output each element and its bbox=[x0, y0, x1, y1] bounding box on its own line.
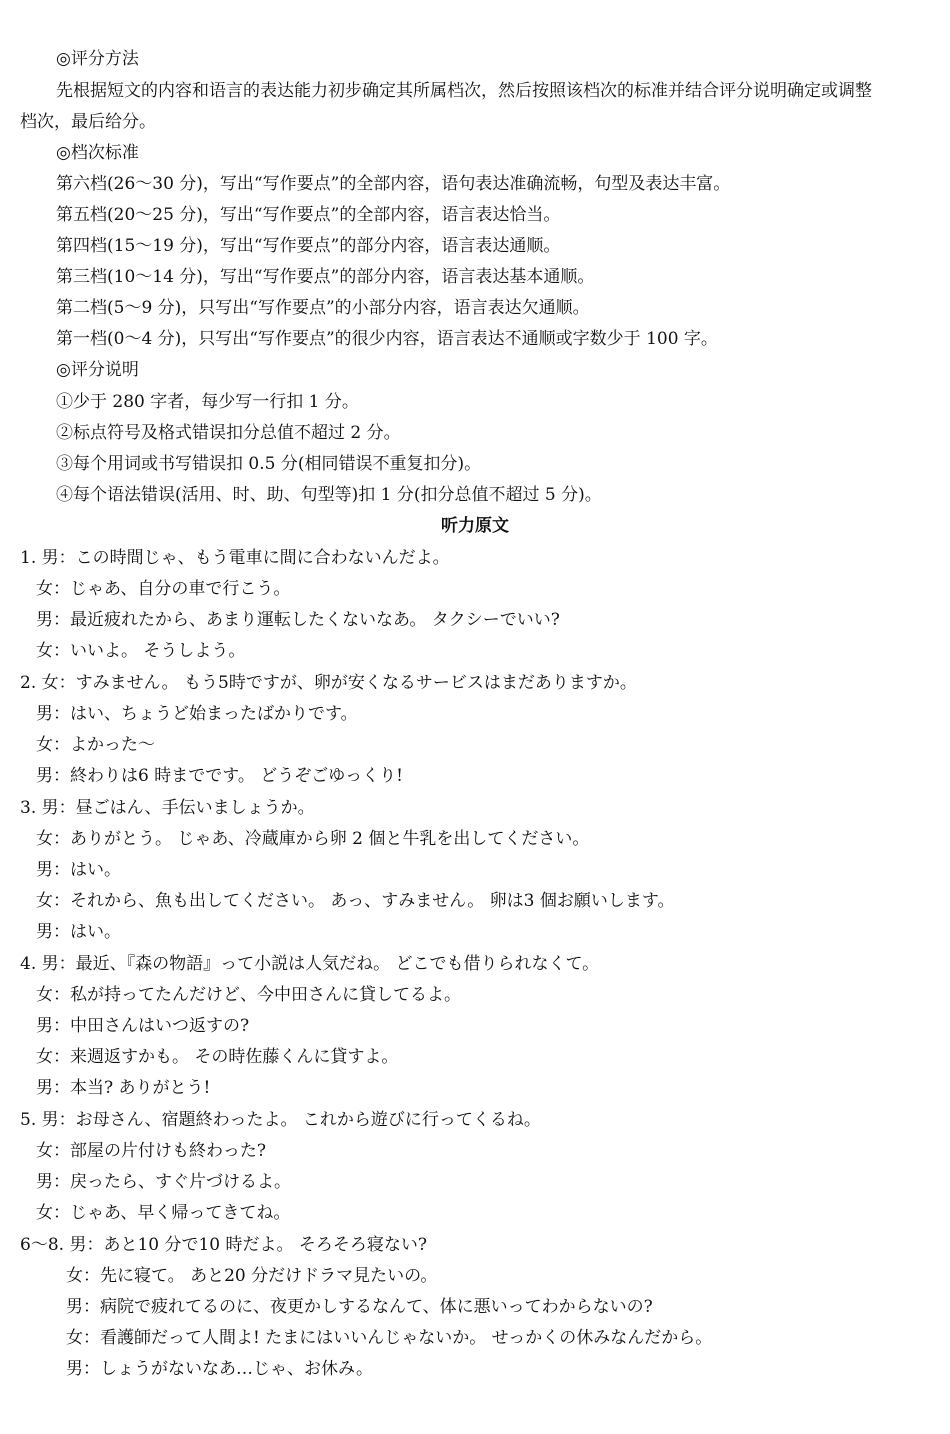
dialogue-line: 5. 男：お母さん、宿題終わったよ。 これから遊びに行ってくるね。 bbox=[20, 1110, 541, 1130]
dialogue-line: 男：中田さんはいつ返すの? bbox=[36, 1016, 250, 1036]
dialogue-line: 4. 男：最近、『森の物語』って小説は人気だね。 どこでも借りられなくて。 bbox=[20, 954, 600, 974]
level-item: 第二档(5～9 分)，只写出“写作要点”的小部分内容，语言表达欠通顺。 bbox=[56, 298, 590, 318]
dialogue-line: 男：本当? ありがとう! bbox=[36, 1078, 211, 1098]
dialogue-line: 女：じゃあ、早く帰ってきてね。 bbox=[36, 1203, 291, 1223]
level-item: 第六档(26～30 分)，写出“写作要点”的全部内容，语句表达准确流畅，句型及表达丰富。 bbox=[56, 174, 731, 194]
scoring-method-text-line2: 档次，最后给分。 bbox=[20, 112, 156, 132]
dialogue-line: 男：最近疲れたから、あまり運転したくないなあ。 タクシーでいい? bbox=[36, 610, 560, 630]
dialogue-line: 女：じゃあ、自分の車で行こう。 bbox=[36, 579, 291, 599]
dialogue-line: 男：はい。 bbox=[36, 860, 121, 880]
dialogue-line: 女：よかった～ bbox=[36, 735, 155, 755]
dialogue-line: 男：病院で疲れてるのに、夜更かしするなんて、体に悪いってわからないの? bbox=[66, 1297, 653, 1317]
dialogue-line: 6～8. 男：あと10 分で10 時だよ。 そろそろ寝ない? bbox=[20, 1235, 428, 1255]
note-item: ②标点符号及格式错误扣分总值不超过 2 分。 bbox=[56, 423, 401, 443]
dialogue-line: 男：はい、ちょうど始まったばかりです。 bbox=[36, 704, 358, 724]
scoring-method-heading: ◎评分方法 bbox=[56, 49, 139, 69]
dialogue-line: 女：来週返すかも。 その時佐藤くんに貸すよ。 bbox=[36, 1047, 399, 1067]
dialogue-line: 男：戻ったら、すぐ片づけるよ。 bbox=[36, 1172, 291, 1192]
dialogue-line: 男：終わりは6 時までです。 どうぞごゆっくり! bbox=[36, 766, 403, 786]
dialogue-line: 2. 女：すみません。 もう5時ですが、卵が安くなるサービスはまだありますか。 bbox=[20, 673, 637, 693]
dialogue-line: 女：看護師だって人間よ! たまにはいいんじゃないか。 せっかくの休みなんだから。 bbox=[66, 1328, 713, 1348]
dialogue-line: 男：しょうがないなあ…じゃ、お休み。 bbox=[66, 1359, 374, 1379]
dialogue-line: 1. 男：この時間じゃ、もう電車に間に合わないんだよ。 bbox=[20, 548, 450, 568]
listening-title: 听力原文 bbox=[441, 516, 509, 536]
level-item: 第三档(10～14 分)，写出“写作要点”的部分内容，语言表达基本通顺。 bbox=[56, 267, 595, 287]
notes-heading: ◎评分说明 bbox=[56, 360, 139, 380]
dialogue-line: 女：ありがとう。 じゃあ、冷蔵庫から卵 2 個と牛乳を出してください。 bbox=[36, 829, 590, 849]
dialogue-line: 男：はい。 bbox=[36, 922, 121, 942]
note-item: ③每个用词或书写错误扣 0.5 分(相同错误不重复扣分)。 bbox=[56, 454, 482, 474]
dialogue-line: 女：いいよ。 そうしよう。 bbox=[36, 641, 246, 661]
dialogue-line: 女：部屋の片付けも終わった? bbox=[36, 1141, 266, 1161]
dialogue-line: 女：私が持ってたんだけど、今中田さんに貸してるよ。 bbox=[36, 985, 461, 1005]
note-item: ①少于 280 字者，每少写一行扣 1 分。 bbox=[56, 392, 359, 412]
level-item: 第五档(20～25 分)，写出“写作要点”的全部内容，语言表达恰当。 bbox=[56, 205, 561, 225]
scoring-method-text-line1: 先根据短文的内容和语言的表达能力初步确定其所属档次，然后按照该档次的标准并结合评分说明确定或调整 bbox=[56, 81, 872, 101]
dialogue-line: 女：それから、魚も出してください。 あっ、すみません。 卵は3 個お願いします。 bbox=[36, 891, 675, 911]
dialogue-line: 3. 男：昼ごはん、手伝いましょうか。 bbox=[20, 798, 315, 818]
level-item: 第一档(0～4 分)，只写出“写作要点”的很少内容，语言表达不通顺或字数少于 100 字。 bbox=[56, 329, 718, 349]
level-item: 第四档(15～19 分)，写出“写作要点”的部分内容，语言表达通顺。 bbox=[56, 236, 561, 256]
note-item: ④每个语法错误(活用、时、助、句型等)扣 1 分(扣分总值不超过 5 分)。 bbox=[56, 485, 602, 505]
levels-heading: ◎档次标准 bbox=[56, 143, 139, 163]
dialogue-line: 女：先に寝て。 あと20 分だけドラマ見たいの。 bbox=[66, 1266, 438, 1286]
